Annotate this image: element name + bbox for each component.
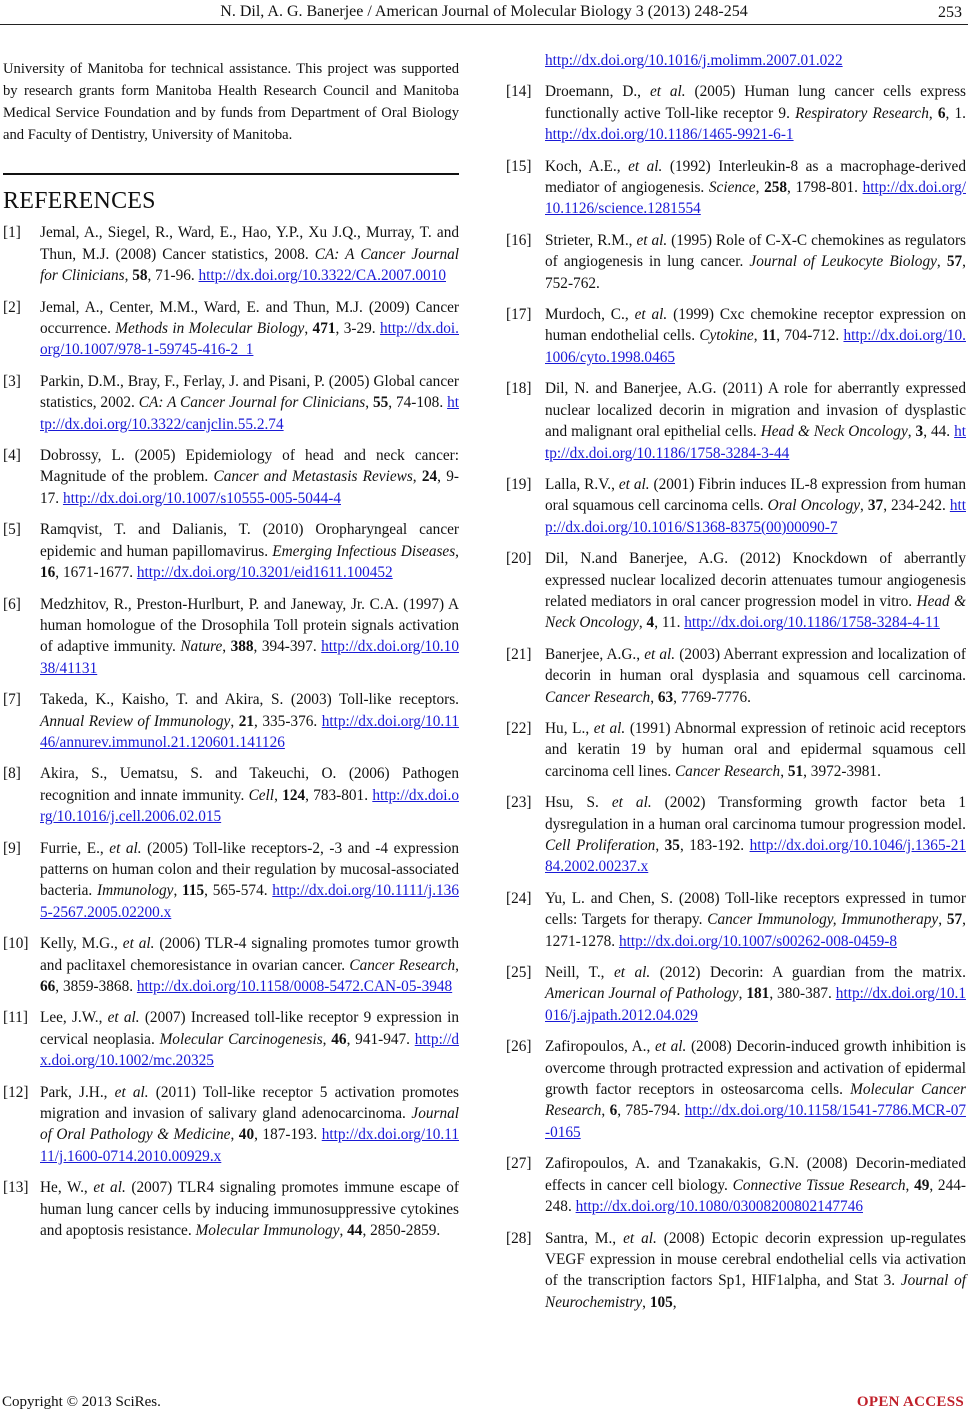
reference-item (3, 297, 459, 361)
reference-number: [13] (3, 1179, 29, 1197)
reference-volume: 258 (764, 179, 788, 197)
reference-segment: (1995) Role of C-X-C chemokines as regulators of angiogenesis in lung cancer. (545, 231, 966, 271)
reference-text (545, 1228, 966, 1314)
reference-segment: Kelly, M.G., (40, 935, 123, 953)
reference-item (506, 1153, 966, 1217)
doi-link[interactable]: http://dx.doi.org/10.1126/science.1281554 (545, 179, 966, 218)
reference-source: et al. (634, 306, 668, 324)
reference-segment: (2001) Fibrin induces IL-8 expression from human oral squamous cell carcinoma cells. (545, 475, 966, 515)
reference-text (545, 888, 966, 952)
reference-segment: Koch, A.E., (545, 157, 629, 175)
reference-text (545, 1036, 966, 1143)
reference-text (545, 230, 966, 294)
reference-segment: , (304, 320, 313, 338)
reference-number: [9] (3, 839, 21, 857)
reference-segment: , 3972-3981. (803, 762, 881, 780)
reference-volume: 40 (238, 1126, 255, 1144)
reference-volume: 181 (746, 985, 770, 1003)
reference-segment: , (339, 1222, 348, 1240)
reference-segment: (2007) Increased toll-like receptor 9 expression in cervical neoplasia. (40, 1009, 459, 1048)
reference-source: et al. (93, 1179, 126, 1197)
reference-item (506, 718, 966, 782)
reference-segment: , (638, 614, 647, 632)
reference-segment: , 9-17. (40, 468, 459, 507)
doi-link[interactable]: http://dx.doi.org/10.1007/s10555-005-5044-4 (62, 489, 341, 507)
reference-segment: (2007) TLR4 signaling promotes immune escape of human lung cancer cells by inducing immunosuppressive cytokines and apoptosis resistance. (40, 1179, 459, 1240)
reference-source: Molecular Carcinogenesis (159, 1030, 323, 1048)
reference-volume: 6 (609, 1102, 618, 1120)
reference-volume: 51 (787, 762, 804, 780)
doi-link[interactable]: http://dx.doi.org/10.1111/j.1365-2567.2005.02200.x (40, 882, 459, 921)
reference-segment: (2002) Transforming growth factor beta 1 dysregulation in a human oral carcinoma tumour progression model. (545, 794, 967, 833)
doi-link[interactable]: http://dx.doi.org/10.1080/03008200802147746 (575, 1198, 863, 1216)
reference-segment: , (907, 423, 916, 441)
reference-segment: , (173, 882, 183, 900)
reference-source: Journal of Leukocyte Biology (749, 253, 937, 271)
reference-source: Methods in Molecular Biology (115, 320, 305, 338)
reference-segment: Hsu, S. (545, 794, 612, 812)
reference-segment: , (230, 1126, 239, 1144)
reference-segment: Lalla, R.V., (545, 475, 619, 493)
reference-item (506, 304, 966, 368)
reference-number: [1] (3, 224, 21, 242)
reference-segment: , (650, 688, 658, 706)
reference-item (506, 474, 966, 538)
reference-item (3, 1007, 459, 1071)
reference-number: [14] (506, 83, 532, 101)
reference-segment: , 3-29. (335, 320, 380, 338)
reference-segment: , (928, 104, 938, 122)
reference-segment: Zafiropoulos, A., (545, 1038, 655, 1056)
reference-item (506, 378, 966, 464)
reference-volume: 24 (421, 468, 438, 486)
reference-item (3, 689, 459, 753)
reference-volume: 58 (132, 267, 148, 285)
reference-item (506, 1228, 966, 1314)
reference-segment: , 11. (654, 614, 685, 632)
reference-text (545, 718, 966, 782)
reference-segment: , 704-712. (776, 327, 844, 345)
reference-segment: Droemann, D., (545, 83, 650, 101)
reference-source: Nature (180, 638, 223, 656)
reference-number: [26] (506, 1038, 532, 1056)
reference-segment: , 394-397. (253, 638, 322, 656)
reference-volume: 37 (867, 497, 884, 515)
reference-segment: Dobrossy, L. (2005) Epidemiology of head and neck cancer: Magnitude of the problem. (40, 447, 459, 486)
reference-source: et al. (649, 83, 686, 101)
reference-volume: 3 (915, 423, 924, 441)
reference-segment: Zafiropoulos, A. and Tzanakakis, G.N. (2008) Decorin-mediated effects in cancer cell biology. (545, 1155, 966, 1194)
reference-segment: (2003) Aberrant expression and localization of decorin in human oral dysplasia and squamous cell carcinoma. (545, 645, 966, 685)
reference-text (40, 297, 459, 361)
reference-source: Journal of Oral Pathology & Medicine (40, 1105, 459, 1144)
reference-source: et al. (107, 1009, 140, 1027)
reference-source: Molecular Cancer Research (545, 1081, 966, 1120)
reference-source: Head & Neck Oncology (545, 592, 967, 632)
reference-number: [25] (506, 964, 532, 982)
reference-segment: , 71-96. (147, 267, 199, 285)
reference-segment: Murdoch, C., (545, 306, 635, 324)
reference-source: Oral Oncology (767, 497, 861, 515)
reference-item (506, 81, 966, 145)
reference-number: [23] (506, 794, 532, 812)
reference-segment: (2006) TLR-4 signaling promotes tumor growth and paclitaxel chemoresistance in ovarian cancer. (40, 935, 459, 974)
reference-source: et al. (109, 839, 142, 857)
reference-segment: , (672, 1293, 677, 1311)
reference-number: [18] (506, 380, 532, 398)
reference-source: et al. (654, 1038, 687, 1056)
doi-link[interactable]: http://dx.doi.org/10.1146/annurev.immunol.21.120601.141126 (40, 712, 459, 751)
reference-source: et al. (644, 645, 676, 663)
reference-text (545, 304, 966, 368)
reference-segment: , (780, 762, 788, 780)
reference-segment: , 1271-1278. (545, 911, 966, 950)
reference-segment: , 752-762. (545, 253, 966, 292)
reference-segment: (1992) Interleukin-8 as a macrophage-derived mediator of angiogenesis. (545, 157, 966, 197)
reference-volume: 21 (238, 712, 255, 730)
reference-list-right (506, 81, 966, 1313)
doi-link[interactable]: http://dx.doi.org/10.1016/j.molimm.2007.01.022 (545, 52, 843, 69)
reference-text (545, 962, 966, 1026)
reference-segment: Medzhitov, R., Preston-Hurlburt, P. and Janeway, Jr. C.A. (1997) A human homologue of the Drosophila Toll protein signals activation of adaptive immunity. (40, 595, 459, 656)
references-divider (3, 173, 459, 175)
reference-source: Cancer and Metastasis Reviews (213, 468, 413, 486)
reference-number: [22] (506, 719, 532, 737)
reference-source: Head & Neck Oncology (760, 423, 908, 441)
page-footer (0, 1394, 968, 1414)
reference-segment: Neill, T., (545, 964, 614, 982)
reference-text (40, 445, 459, 509)
reference-segment: , 2850-2859. (362, 1222, 441, 1240)
reference-source: Cancer Research (545, 688, 651, 706)
reference-list-left (3, 222, 459, 1241)
reference-item (3, 519, 459, 583)
reference-number: [4] (3, 447, 21, 465)
reference-volume: 471 (312, 320, 336, 338)
reference-item (3, 371, 459, 435)
reference-item (506, 548, 966, 634)
reference-source: Science (708, 179, 756, 197)
reference-item (506, 1036, 966, 1143)
reference-item (3, 445, 459, 509)
reference-volume: 44 (347, 1222, 363, 1240)
reference-segment: , (860, 497, 868, 515)
page-number: 253 (938, 4, 962, 21)
reference-volume: 57 (946, 911, 963, 929)
doi-link[interactable]: http://dx.doi.org/10.3201/eid1611.100452 (136, 564, 393, 582)
reference-segment: , 335-376. (254, 712, 322, 730)
reference-segment: , (905, 1176, 915, 1194)
reference-segment: , (412, 468, 422, 486)
reference-source: et al. (114, 1083, 149, 1101)
reference-segment: , (738, 985, 747, 1003)
reference-volume: 11 (761, 327, 777, 345)
doi-link[interactable]: http://dx.doi.org/10.1186/1758-3284-3-44 (545, 423, 967, 462)
reference-segment: , (230, 712, 239, 730)
reference-source: Journal of Neurochemistry (545, 1272, 967, 1311)
reference-segment: (2008) Ectopic decorin expression up-regulates VEGF expression in mouse cerebral endothelial cells via activation of the transcription factors Sp1, HIF1alpha, and Stat 3. (545, 1229, 966, 1290)
reference-source: Cell Proliferation (545, 837, 656, 854)
reference-segment: Parkin, D.M., Bray, F., Ferlay, J. and Pisani, P. (2005) Global cancer statistics, 2002. (40, 372, 459, 412)
doi-link[interactable]: http://dx.doi.org/10.1158/1541-7786.MCR-07-0165 (545, 1102, 966, 1141)
doi-link[interactable]: http://dx.doi.org/10.1186/1758-3284-4-11 (684, 614, 940, 632)
reference-source: Immunology (96, 882, 174, 900)
running-header: N. Dil, A. G. Banerjee / American Journal of Molecular Biology 3 (2013) 248-254 (220, 3, 748, 20)
reference-number: [19] (506, 475, 532, 493)
reference-item (506, 156, 966, 220)
reference-source: American Journal of Pathology (545, 985, 739, 1003)
reference-segment: , 783-801. (305, 786, 373, 804)
reference-segment: Akira, S., Uematsu, S. and Takeuchi, O. (2006) Pathogen recognition and innate immunity. (40, 765, 459, 804)
doi-link[interactable]: http://dx.doi.org/10.3322/CA.2007.0010 (198, 267, 446, 285)
reference-text (40, 371, 459, 435)
reference-source: et al. (613, 964, 651, 982)
reference-segment: , (222, 638, 231, 656)
continued-reference-link (506, 50, 966, 71)
reference-source: Cancer Research (349, 956, 456, 974)
reference-segment: , (753, 327, 762, 345)
reference-volume: 57 (946, 253, 963, 271)
reference-number: [10] (3, 935, 29, 953)
reference-text (545, 81, 966, 145)
reference-number: [27] (506, 1155, 532, 1173)
reference-segment: , 183-192. (679, 837, 750, 854)
right-column (506, 50, 966, 1323)
reference-source: et al. (636, 231, 668, 249)
reference-source: et al. (593, 719, 626, 737)
page-header (0, 0, 968, 26)
reference-source: Connective Tissue Research (732, 1176, 906, 1194)
reference-segment: , 380-387. (769, 985, 836, 1003)
reference-volume: 6 (937, 104, 946, 122)
reference-source: Cell (248, 786, 275, 804)
reference-volume: 105 (649, 1293, 673, 1311)
reference-segment: , (936, 253, 947, 271)
reference-source: Cytokine (699, 327, 754, 345)
reference-segment: Banerjee, A.G., (545, 645, 645, 663)
reference-segment: Dil, N.and Banerjee, A.G. (2012) Knockdown of aberrantly expressed nuclear localized decorin attenuates tumour angiogenesis related mediators in oral cancer progression model in vitro. (545, 550, 966, 610)
reference-number: [11] (3, 1009, 28, 1027)
reference-source: Emerging Infectious Diseases (272, 542, 456, 560)
reference-segment: , (124, 267, 133, 285)
reference-segment: , (365, 394, 373, 412)
reference-text (40, 1082, 459, 1168)
reference-number: [6] (3, 595, 21, 613)
reference-segment: , 7769-7776. (673, 688, 751, 706)
reference-number: [16] (506, 231, 532, 249)
reference-item (3, 594, 459, 680)
reference-segment: Hu, L., (545, 719, 594, 737)
reference-text (40, 763, 459, 827)
reference-segment: (1999) Cxc chemokine receptor expression on human endothelial cells. (545, 306, 966, 345)
reference-item (506, 230, 966, 294)
reference-segment: Santra, M., (545, 1229, 624, 1247)
doi-link[interactable]: http://dx.doi.org/10.1006/cyto.1998.0465 (545, 327, 966, 366)
doi-link[interactable]: http://dx.doi.org/10.1016/S1368-8375(00)00090-7 (545, 497, 966, 536)
reference-volume: 388 (230, 638, 254, 656)
reference-segment: , (322, 1030, 332, 1048)
reference-text (40, 1177, 459, 1241)
reference-segment: , 1798-801. (787, 179, 863, 197)
reference-segment: , 44. (923, 423, 955, 441)
reference-segment: (2005) Human lung cancer cells express functionally active Toll-like receptor 9. (545, 83, 966, 122)
reference-number: [5] (3, 521, 21, 539)
doi-link[interactable]: http://dx.doi.org/10.1016/j.ajpath.2012.04.029 (545, 985, 966, 1024)
reference-segment: Takeda, K., Kaisho, T. and Akira, S. (2003) Toll-like receptors. (40, 691, 459, 709)
reference-text (545, 548, 966, 634)
reference-text (545, 792, 966, 878)
reference-segment: Lee, J.W., (40, 1009, 108, 1027)
reference-item (506, 792, 966, 878)
reference-item (3, 222, 459, 286)
reference-segment: (2011) Toll-like receptor 5 activation promotes migration and invasion of salivary gland adenocarcinoma. (40, 1083, 459, 1123)
reference-segment: , (755, 179, 765, 197)
reference-number: [21] (506, 645, 532, 663)
reference-item (3, 763, 459, 827)
reference-text (545, 644, 966, 708)
reference-text (545, 1153, 966, 1217)
left-column (3, 58, 459, 1251)
reference-segment: Dil, N. and Banerjee, A.G. (2011) A role for aberrantly expressed nuclear localized decorin in migration and invasion of dysplastic and malignant oral epithelial cells. (545, 380, 966, 441)
reference-text (40, 594, 459, 680)
doi-link[interactable]: http://dx.doi.org/10.1111/j.1600-0714.2010.00929.x (40, 1126, 459, 1165)
reference-volume: 115 (182, 882, 205, 900)
reference-segment: , 941-947. (346, 1030, 415, 1048)
doi-link[interactable]: http://dx.doi.org/10.1046/j.1365-2184.2002.00237.x (545, 837, 966, 876)
reference-segment: , (655, 837, 665, 854)
reference-source: et al. (618, 475, 650, 493)
reference-segment: , (274, 786, 283, 804)
reference-source: Annual Review of Immunology (40, 712, 231, 730)
doi-link[interactable]: http://dx.doi.org/10.1007/s00262-008-0459-8 (618, 932, 897, 950)
reference-source: Cancer Research (674, 762, 781, 780)
acknowledgement-text: University of Manitoba for technical assistance. This project was supported by research grants form Manitoba Health Research Council and Manitoba Medical Service Foundation and by funds from Department of Oral Biology and Faculty of Dentistry, University of Manitoba. (3, 61, 459, 143)
reference-text (545, 156, 966, 220)
reference-item (3, 1177, 459, 1241)
reference-segment: Park, J.H., (40, 1083, 115, 1101)
reference-source: Respiratory Research (795, 104, 929, 122)
reference-text (40, 1007, 459, 1071)
reference-segment: Strieter, R.M., (545, 231, 637, 249)
reference-segment: , 565-574. (204, 882, 273, 900)
reference-volume: 35 (664, 837, 680, 854)
doi-link[interactable]: http://dx.doi.org/10.3322/canjclin.55.2.74 (40, 394, 459, 433)
reference-segment: , (938, 911, 947, 929)
reference-source: CA: A Cancer Journal for Clinicians (138, 394, 366, 412)
reference-text (40, 689, 459, 753)
reference-segment: , 1. (945, 104, 967, 122)
reference-number: [3] (3, 372, 21, 390)
reference-source: et al. (611, 794, 652, 812)
reference-segment: (2005) Toll-like receptors-2, -3 and -4 expression patterns on human colon and their regulation by mucosal-associated bacteria. (40, 839, 459, 900)
reference-text (545, 378, 966, 464)
reference-volume: 46 (331, 1030, 347, 1048)
reference-number: [28] (506, 1229, 532, 1247)
reference-source: Molecular Immunology (195, 1222, 340, 1240)
reference-number: [24] (506, 889, 532, 907)
reference-segment: , (601, 1102, 610, 1120)
reference-number: [15] (506, 157, 532, 175)
header-divider (0, 24, 968, 25)
reference-segment: Jemal, A., Siegel, R., Ward, E., Hao, Y.P., Xu J.Q., Murray, T. and Thun, M.J. (2008) Cancer statistics, 2008. (40, 224, 459, 263)
reference-segment: Ramqvist, T. and Dalianis, T. (2010) Oropharyngeal cancer epidemic and human papillomavirus. (40, 521, 459, 560)
reference-number: [2] (3, 298, 21, 316)
reference-text (40, 838, 459, 924)
reference-segment: Jemal, A., Center, M.M., Ward, E. and Thun, M.J. (2009) Cancer occurrence. (40, 298, 459, 338)
reference-item (3, 933, 459, 997)
reference-segment: , 234-242. (883, 497, 950, 515)
reference-item (506, 644, 966, 708)
reference-text (40, 222, 459, 286)
reference-segment: , 74-108. (388, 394, 448, 412)
reference-segment: He, W., (40, 1179, 94, 1197)
reference-segment: , (642, 1293, 650, 1311)
reference-number: [8] (3, 765, 21, 783)
reference-segment: , 244-248. (545, 1176, 966, 1216)
reference-text (545, 474, 966, 538)
reference-segment: , 785-794. (617, 1102, 685, 1120)
doi-link[interactable]: http://dx.doi.org/10.1016/j.cell.2006.02.015 (40, 786, 459, 826)
reference-volume: 16 (40, 564, 56, 582)
reference-source: et al. (623, 1229, 657, 1247)
reference-number: [12] (3, 1083, 29, 1101)
reference-source: CA: A Cancer Journal for Clinicians (40, 245, 459, 285)
copyright-notice: Copyright © 2013 SciRes. (2, 1394, 161, 1410)
reference-volume: 55 (372, 394, 389, 412)
references-heading: REFERENCES (3, 188, 156, 214)
open-access-label: OPEN ACCESS (856, 1394, 964, 1410)
reference-volume: 66 (40, 978, 56, 995)
reference-volume: 63 (657, 688, 674, 706)
reference-segment: (2008) Decorin-induced growth inhibition is overcome through protracted expression and activation of epidermal growth factor receptors in osteosarcoma cells. (545, 1038, 967, 1099)
reference-item (3, 1082, 459, 1168)
reference-number: [20] (506, 550, 532, 568)
reference-text (40, 519, 459, 583)
doi-link[interactable]: http://dx.doi.org/10.1158/0008-5472.CAN-05-3948 (136, 978, 453, 995)
reference-volume: 49 (914, 1176, 930, 1194)
reference-source: et al. (628, 157, 663, 175)
reference-segment: Yu, L. and Chen, S. (2008) Toll-like receptors expressed in tumor cells: Targets for therapy. (545, 889, 966, 929)
doi-link[interactable]: http://dx.doi.org/10.1002/mc.20325 (40, 1030, 459, 1070)
reference-number: [7] (3, 691, 21, 709)
reference-segment: , (455, 542, 459, 560)
doi-link[interactable]: http://dx.doi.org/10.1007/978-1-59745-416-2_1 (40, 320, 459, 359)
reference-item (506, 888, 966, 952)
reference-segment: , 187-193. (254, 1126, 322, 1144)
reference-volume: 4 (646, 614, 655, 632)
reference-item (3, 838, 459, 924)
reference-source: et al. (122, 935, 155, 953)
reference-segment: , (455, 956, 459, 974)
reference-source: Cancer Immunology, Immunotherapy (707, 911, 939, 929)
reference-item (506, 962, 966, 1026)
reference-segment: , 1671-1677. (55, 564, 137, 582)
reference-volume: 124 (282, 786, 306, 804)
reference-segment: , 3859-3868. (55, 978, 137, 995)
reference-segment: (1991) Abnormal expression of retinoic acid receptors and keratin 19 by human oral and epidermal squamous cell carcinoma cell lines. (545, 719, 966, 780)
reference-text (40, 933, 459, 997)
reference-number: [17] (506, 306, 532, 324)
reference-segment: Furrie, E., (40, 839, 110, 857)
doi-link[interactable]: http://dx.doi.org/10.1186/1465-9921-6-1 (545, 126, 794, 144)
reference-segment: (2012) Decorin: A guardian from the matrix. (650, 964, 967, 982)
doi-link[interactable]: http://dx.doi.org/10.1038/41131 (40, 638, 459, 677)
